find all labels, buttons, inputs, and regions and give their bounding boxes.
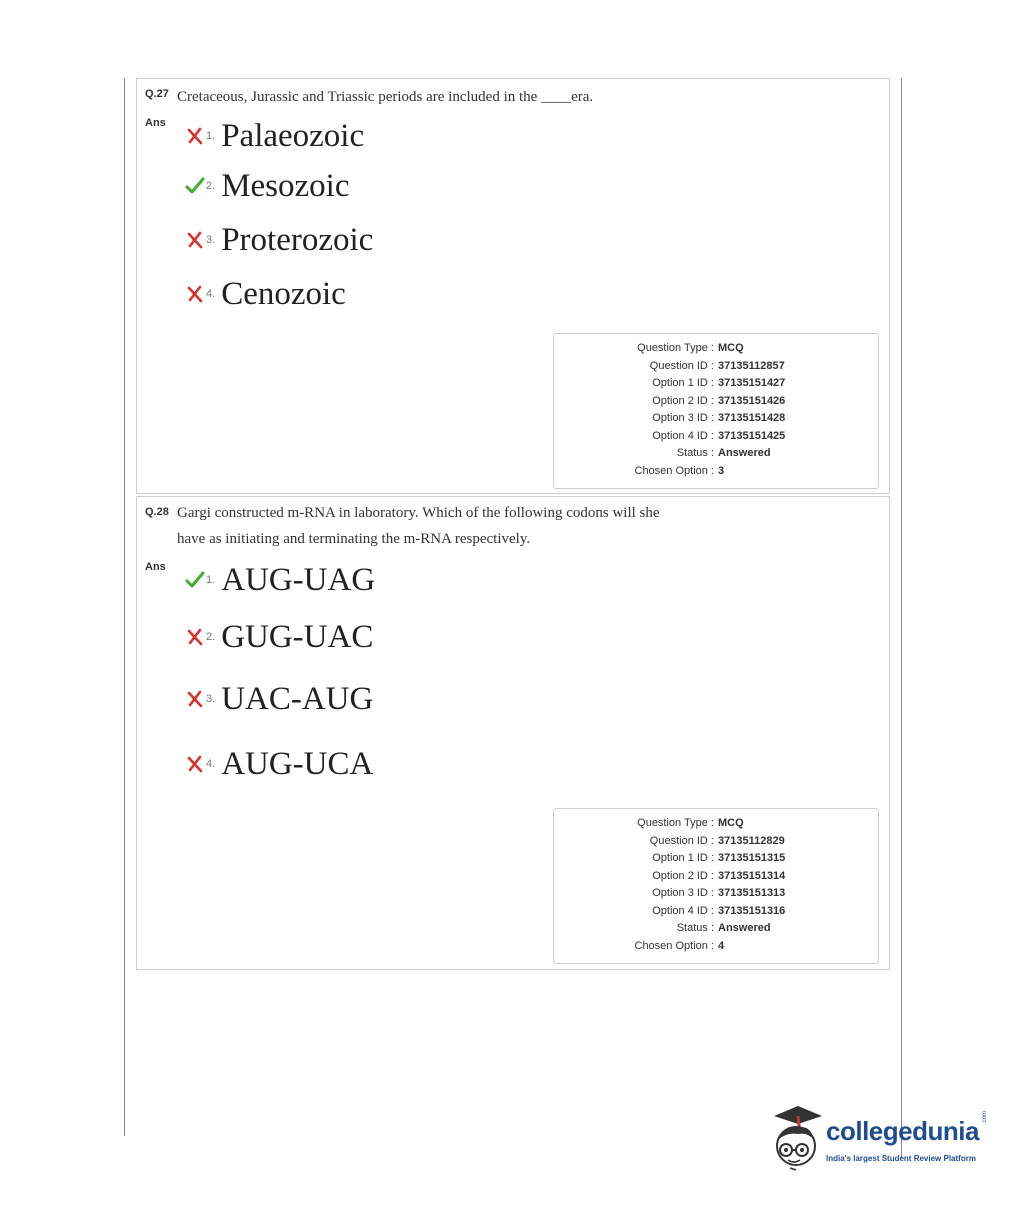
info-row [554,447,878,464]
ans-label: Ans [145,117,166,129]
logo-wordmark: collegedunia [826,1116,979,1146]
info-row [554,465,878,482]
info-value: Answered [718,922,771,934]
page-left-border [124,78,125,1136]
option-number: 2. [206,631,216,643]
info-value: 37135151313 [718,887,786,899]
info-row [554,870,878,887]
question-text [177,500,660,552]
info-row [554,940,878,957]
option-number: 4. [206,758,216,770]
info-key: Question Type : [637,817,714,829]
info-row [554,412,878,429]
info-value: 37135151425 [718,429,786,442]
info-key: Question ID : [649,359,714,372]
info-row [554,817,878,834]
info-value: 37135112857 [718,359,785,372]
collegedunia-logo[interactable] [768,1102,998,1172]
info-value: 37135151426 [718,394,786,407]
info-value: 37135112829 [718,834,785,847]
mascot-icon [768,1102,824,1172]
check-icon [185,570,205,590]
question-text-line: Cretaceous, Jurassic and Triassic periods are included in the ____era. [177,89,594,105]
option-text: UAC-AUG [221,680,374,717]
wrong-icon [185,284,205,304]
info-value: 37135151316 [718,904,786,917]
info-key: Chosen Option : [634,939,714,952]
info-key: Option 3 ID : [652,887,714,899]
option-text: Cenozoic [221,275,346,312]
question-info-panel [553,808,879,964]
info-key: Option 2 ID : [652,394,714,407]
logo-suffix: .com [982,1110,988,1124]
option-2 [185,617,373,657]
option-number: 1. [206,574,216,586]
question-text [177,84,593,110]
info-key: Question Type : [637,342,714,354]
question-27-card [136,78,890,494]
info-key: Option 4 ID : [652,904,714,917]
option-text: GUG-UAC [221,618,374,655]
info-value: 4 [718,939,725,952]
option-text: Mesozoic [221,167,350,204]
question-28-card [136,496,890,970]
wrong-icon [185,627,205,647]
option-4 [185,274,346,314]
option-text: Proterozoic [221,221,374,258]
info-key: Option 1 ID : [652,377,714,389]
info-value: Answered [718,447,771,459]
info-row [554,835,878,852]
info-key: Option 1 ID : [652,852,714,864]
wrong-icon [185,689,205,709]
option-number: 1. [206,130,216,142]
info-row [554,342,878,359]
info-row [554,922,878,939]
option-4 [185,744,373,784]
info-key: Option 2 ID : [652,869,714,882]
question-text-line: Gargi constructed m-RNA in laboratory. Which of the following codons will she [177,505,660,521]
info-key: Status : [676,447,714,459]
info-value: 3 [718,464,725,477]
logo-tagline: India's largest Student Review Platform [826,1154,976,1163]
info-row [554,377,878,394]
option-number: 3. [206,234,216,246]
option-text: AUG-UAG [221,561,376,598]
option-2 [185,166,349,206]
wrong-icon [185,230,205,250]
option-1 [185,116,364,156]
info-value: 37135151314 [718,869,786,882]
info-value: 37135151428 [718,412,786,424]
info-value: MCQ [718,817,744,829]
info-key: Status : [676,922,714,934]
question-number: Q.28 [145,506,169,518]
info-value: 37135151315 [718,852,786,864]
info-value: MCQ [718,342,744,354]
wrong-icon [185,126,205,146]
info-key: Chosen Option : [634,464,714,477]
info-row [554,905,878,922]
question-text-line: have as initiating and terminating the m-RNA respectively. [177,531,531,547]
info-value: 37135151427 [718,377,786,389]
option-number: 4. [206,288,216,300]
question-info-panel [553,333,879,489]
info-key: Question ID : [649,834,714,847]
option-text: Palaeozoic [221,117,365,154]
option-number: 2. [206,180,216,192]
option-number: 3. [206,693,216,705]
wrong-icon [185,754,205,774]
question-number: Q.27 [145,88,169,100]
option-text: AUG-UCA [221,745,374,782]
check-icon [185,176,205,196]
option-3 [185,220,373,260]
option-3 [185,679,373,719]
info-row [554,360,878,377]
info-row [554,887,878,904]
info-row [554,852,878,869]
option-1 [185,560,375,600]
page-right-border [901,78,902,1158]
info-key: Option 4 ID : [652,429,714,442]
info-row [554,430,878,447]
ans-label: Ans [145,561,166,573]
info-row [554,395,878,412]
info-key: Option 3 ID : [652,412,714,424]
